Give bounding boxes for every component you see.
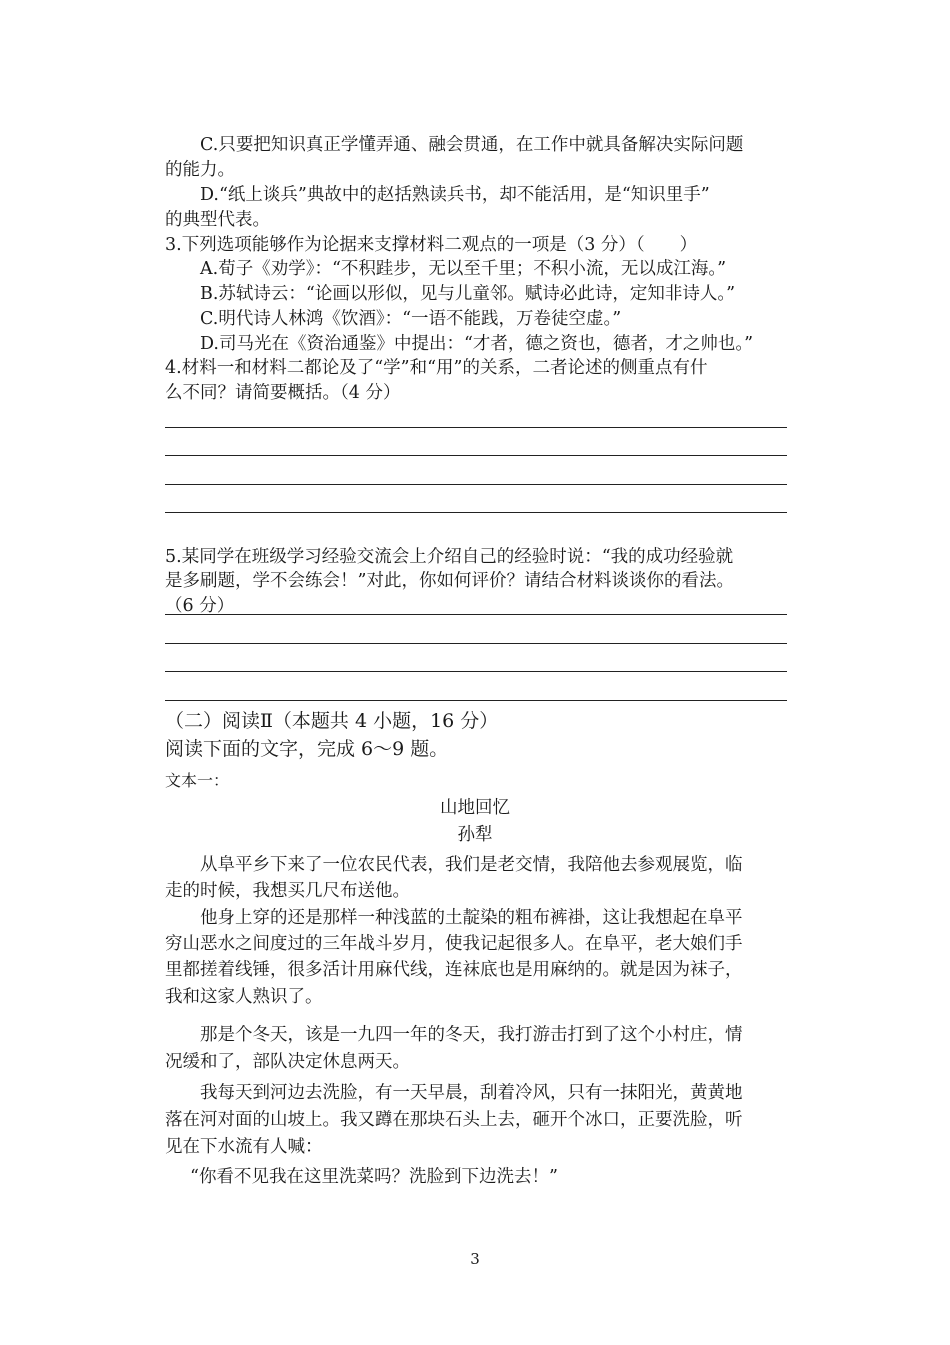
q2-option-c-line1: C.只要把知识真正学懂弄通、融会贯通，在工作中就具备解决实际问题	[200, 135, 744, 155]
q3-option-b: B.苏轼诗云：“论画以形似，见与儿童邻。赋诗必此诗，定知非诗人。”	[200, 284, 736, 304]
paragraph-2-line1: 他身上穿的还是那样一种浅蓝的土靛染的粗布裤褂，这让我想起在阜平	[200, 908, 743, 928]
paragraph-4-line1: 我每天到河边去洗脸，有一天早晨，刮着冷风，只有一抹阳光，黄黄地	[200, 1083, 743, 1103]
paragraph-2-line4: 我和这家人熟识了。	[165, 987, 323, 1007]
q3-option-c: C.明代诗人林鸿《饮酒》：“一语不能践，万卷徒空虚。”	[200, 309, 622, 329]
q3-option-a: A.荀子《劝学》：“不积跬步，无以至千里；不积小流，无以成江海。”	[200, 259, 727, 279]
section-heading: （二）阅读Ⅱ（本题共 4 小题，16 分）	[165, 710, 499, 732]
q5-line1: 5.某同学在班级学习经验交流会上介绍自己的经验时说：“我的成功经验就	[165, 547, 734, 567]
paragraph-4-line3: 见在下水流有人喊：	[165, 1137, 323, 1157]
q5-line2: 是多刷题，学不会练会！”对此，你如何评价？请结合材料谈谈你的看法。	[165, 571, 734, 591]
paragraph-5: “你看不见我在这里洗菜吗？洗脸到下边洗去！”	[190, 1167, 558, 1187]
q3-stem: 3.下列选项能够作为论据来支撑材料二观点的一项是（3 分）（ ）	[165, 235, 698, 255]
q5-answer-line[interactable]	[165, 643, 787, 644]
q4-answer-line[interactable]	[165, 455, 787, 456]
q5-answer-line[interactable]	[165, 671, 787, 672]
q5-answer-line[interactable]	[165, 700, 787, 701]
paragraph-2-line3: 里都搓着线锤，很多活计用麻代线，连袜底也是用麻纳的。就是因为袜子，	[165, 960, 743, 980]
q3-option-d: D.司马光在《资治通鉴》中提出：“才者，德之资也，德者，才之帅也。”	[200, 334, 754, 354]
q4-answer-line[interactable]	[165, 427, 787, 428]
paragraph-1-line2: 走的时候，我想买几尺布送他。	[165, 881, 410, 901]
text-label: 文本一：	[165, 771, 230, 790]
paragraph-3-line2: 况缓和了，部队决定休息两天。	[165, 1052, 410, 1072]
q2-option-d-line2: 的典型代表。	[165, 210, 270, 230]
article-author: 孙犁	[457, 825, 493, 845]
q4-answer-line[interactable]	[165, 512, 787, 513]
q4-answer-line[interactable]	[165, 484, 787, 485]
paragraph-2-line2: 穷山恶水之间度过的三年战斗岁月，使我记起很多人。在阜平，老大娘们手	[165, 934, 743, 954]
paragraph-3-line1: 那是个冬天，该是一九四一年的冬天，我打游击打到了这个小村庄，情	[200, 1025, 743, 1045]
article-title: 山地回忆	[440, 798, 510, 818]
page-number: 3	[470, 1250, 480, 1268]
q5-line3: （6 分）	[165, 596, 235, 616]
q5-answer-line[interactable]	[165, 614, 787, 615]
section-instruction: 阅读下面的文字，完成 6～9 题。	[165, 738, 449, 760]
q4-line1: 4.材料一和材料二都论及了“学”和“用”的关系，二者论述的侧重点有什	[165, 358, 708, 378]
q2-option-c-line2: 的能力。	[165, 160, 235, 180]
paragraph-1-line1: 从阜平乡下来了一位农民代表，我们是老交情，我陪他去参观展览，临	[200, 855, 743, 875]
paragraph-4-line2: 落在河对面的山坡上。我又蹲在那块石头上去，砸开个冰口，正要洗脸，听	[165, 1110, 743, 1130]
q4-line2: 么不同？请简要概括。（4 分）	[165, 383, 401, 403]
q2-option-d-line1: D.“纸上谈兵”典故中的赵括熟读兵书，却不能活用，是“知识里手”	[200, 185, 710, 205]
